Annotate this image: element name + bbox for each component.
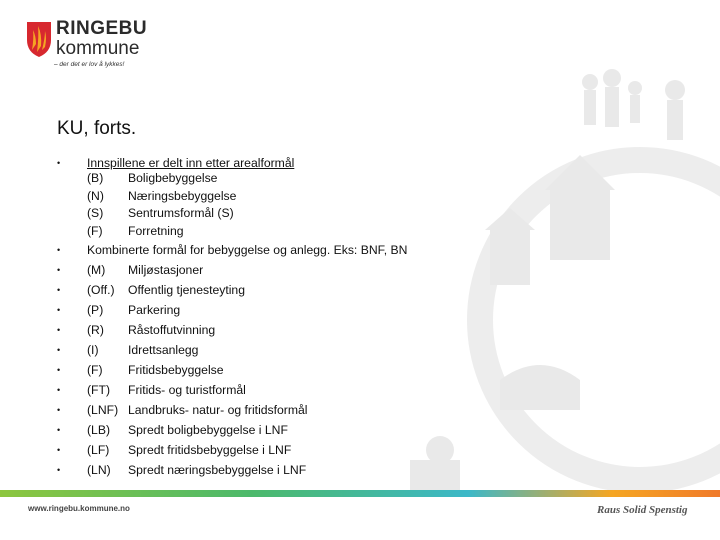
bullet-icon: • [57, 325, 61, 335]
bullet-icon: • [57, 265, 61, 275]
item-description: Boligbebyggelse [128, 171, 218, 185]
bullet-icon: • [57, 445, 61, 455]
item-code: (F) [87, 363, 103, 377]
item-code: (M) [87, 263, 106, 277]
item-code: (LB) [87, 423, 111, 437]
item-description: Fritidsbebyggelse [128, 363, 224, 377]
bullet-icon: • [57, 425, 61, 435]
item-code: (B) [87, 171, 104, 185]
item-description: Offentlig tjenesteyting [128, 283, 245, 297]
footer-color-stripe [0, 490, 720, 497]
bullet-icon: • [57, 465, 61, 475]
bullet-icon: • [57, 305, 61, 315]
item-description: Spredt næringsbebyggelse i LNF [128, 463, 307, 477]
crest-icon [26, 20, 52, 58]
footer-url[interactable]: www.ringebu.kommune.no [28, 504, 130, 513]
bullet-icon: • [57, 385, 61, 395]
item-description: Landbruks- natur- og fritidsformål [128, 403, 308, 417]
item-code: (N) [87, 188, 104, 203]
item-description: Spredt boligbebyggelse i LNF [128, 423, 288, 437]
item-description: Næringsbebyggelse [128, 188, 237, 203]
item-code: (P) [87, 303, 104, 317]
item-code: (Off.) [87, 283, 115, 297]
item-code: (LF) [87, 443, 110, 457]
page-title: KU, forts. [57, 118, 137, 139]
footer-slogan: Raus Solid Spenstig [597, 504, 688, 516]
bullet-icon: • [57, 158, 61, 168]
bullet-icon: • [57, 345, 61, 355]
bullet-icon: • [57, 365, 61, 375]
item-code: (LNF) [87, 403, 119, 417]
item-code: (LN) [87, 463, 111, 477]
item-description: Fritids- og turistformål [128, 383, 246, 397]
combined-text: Kombinerte formål for bebyggelse og anlegg. Eks: BNF, BN [87, 243, 408, 257]
intro-text: Innspillene er delt inn etter arealformål [87, 156, 295, 170]
bullet-icon: • [57, 285, 61, 295]
item-code: (F) [87, 223, 103, 238]
logo-name: RINGEBU [56, 18, 148, 39]
bullet-icon: • [57, 405, 61, 415]
item-description: Spredt fritidsbebyggelse i LNF [128, 443, 292, 457]
item-description: Parkering [128, 303, 181, 317]
item-code: (FT) [87, 383, 111, 397]
bullet-icon: • [57, 245, 61, 255]
item-code: (I) [87, 343, 99, 357]
logo-subtitle: kommune [56, 38, 140, 59]
item-code: (R) [87, 323, 104, 337]
item-description: Forretning [128, 223, 184, 238]
ringebu-logo [20, 18, 148, 78]
item-description: Råstoffutvinning [128, 323, 216, 337]
item-description: Sentrumsformål (S) [128, 206, 234, 220]
logo-tagline: – der det er lov å lykkes! [54, 61, 125, 68]
item-code: (S) [87, 206, 104, 220]
item-description: Idrettsanlegg [128, 343, 199, 357]
item-description: Miljøstasjoner [128, 263, 204, 277]
